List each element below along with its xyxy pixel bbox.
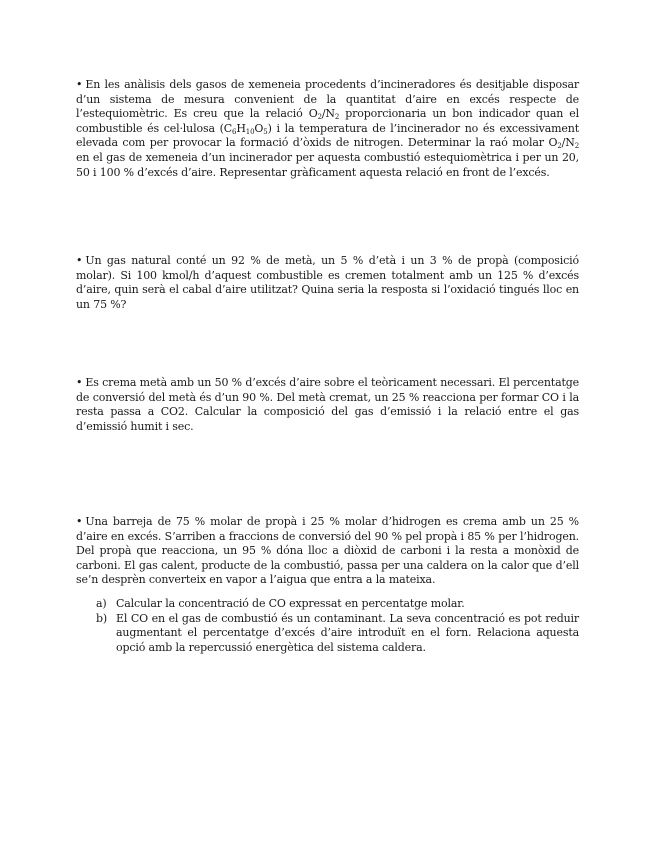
subscript: 10 <box>245 127 255 136</box>
problem-4-text: Una barreja de 75 % molar de propà i 25 % molar d’hidrogen es crema amb un 25 % d’aire en excés. S’arriben a fraccions de conversió del 90 % pel propà i 85 % per l’hidrogen. Del propà que reacciona, un 95 % dóna lloc a diòxid de carboni i la resta a monòxid de carboni. El gas calent, producte de la combustió, passa per una caldera on la calor que d’ell se’n desprèn converteix en vapor a l’aigua que entra a la mateixa. <box>76 515 579 587</box>
problem-1-text-b: /N <box>321 107 335 121</box>
subitem-b <box>96 612 579 656</box>
bullet: • <box>76 515 83 528</box>
subitem-a <box>96 597 579 612</box>
problem-4-subitems <box>96 597 579 655</box>
subscript: 6 <box>232 127 237 136</box>
problem-2 <box>76 254 579 312</box>
problem-1-text-h: en el gas de xemeneia d’un incinerador per aquesta combustió estequiomètrica i per un 20, 50 i 100 % d’excés d’aire. Representar gràficament aquesta relació en front de l’excés. <box>76 150 579 179</box>
subitem-text: El CO en el gas de combustió és un contaminant. La seva concentració es pot reduir augmentant el percentatge d’excés d’aire introduït en el forn. Relaciona aquesta opció amb la repercussió energètica del sistema caldera. <box>116 611 579 654</box>
problem-1-text-g: /N <box>561 136 575 150</box>
problem-2-text: Un gas natural conté un 92 % de metà, un 5 % d’età i un 3 % de propà (composició molar). Si 100 kmol/h d’aquest combustible es cremen totalment amb un 125 % d’excés d’aire, quin serà el cabal d’aire utilitzat? Quina seria la resposta si l’oxidació tingués lloc en un 75 %? <box>76 254 579 311</box>
problem-1-text-c: proporcionaria un bon indicador quan el combustible és cel·lulosa (C <box>76 107 579 135</box>
problem-1-text-e: O <box>254 121 264 135</box>
subscript: 5 <box>263 127 268 136</box>
subscript: 2 <box>574 142 579 151</box>
subitem-letter: a) <box>96 597 107 610</box>
bullet: • <box>76 376 83 389</box>
subscript: 2 <box>334 113 340 122</box>
subscript: 2 <box>557 142 562 151</box>
problem-1 <box>76 78 579 180</box>
subscript: 2 <box>317 113 322 122</box>
problem-1-text-f: ) i la temperatura de l’incinerador no és excessivament elevada com per provocar la formació d’òxids de nitrogen. Determinar la raó molar O <box>76 121 579 150</box>
problem-3-text: Es crema metà amb un 50 % d’excés d’aire sobre el teòricament necessari. El percentatge de conversió del metà és d’un 90 %. Del metà cremat, un 25 % reacciona per formar CO i la resta passa a CO2. Calcular la composició del gas d’emissió i la relació entre el gas d’emissió humit i sec. <box>76 376 579 433</box>
bullet: • <box>76 78 83 91</box>
subitem-text: Calcular la concentració de CO expressat en percentatge molar. <box>116 597 465 610</box>
problem-4 <box>76 515 579 588</box>
problem-1-text-d: H <box>236 121 246 135</box>
problem-1-text-a: En les anàlisis dels gasos de xemeneia procedents d’incineradores és desitjable disposar d’un sistema de mesura convenient de la quantitat d’aire en excés respecte de l’estequiomètric. Es creu que la relació O <box>76 78 579 121</box>
bullet: • <box>76 254 83 267</box>
subitem-letter: b) <box>96 611 108 625</box>
problem-3 <box>76 376 579 434</box>
